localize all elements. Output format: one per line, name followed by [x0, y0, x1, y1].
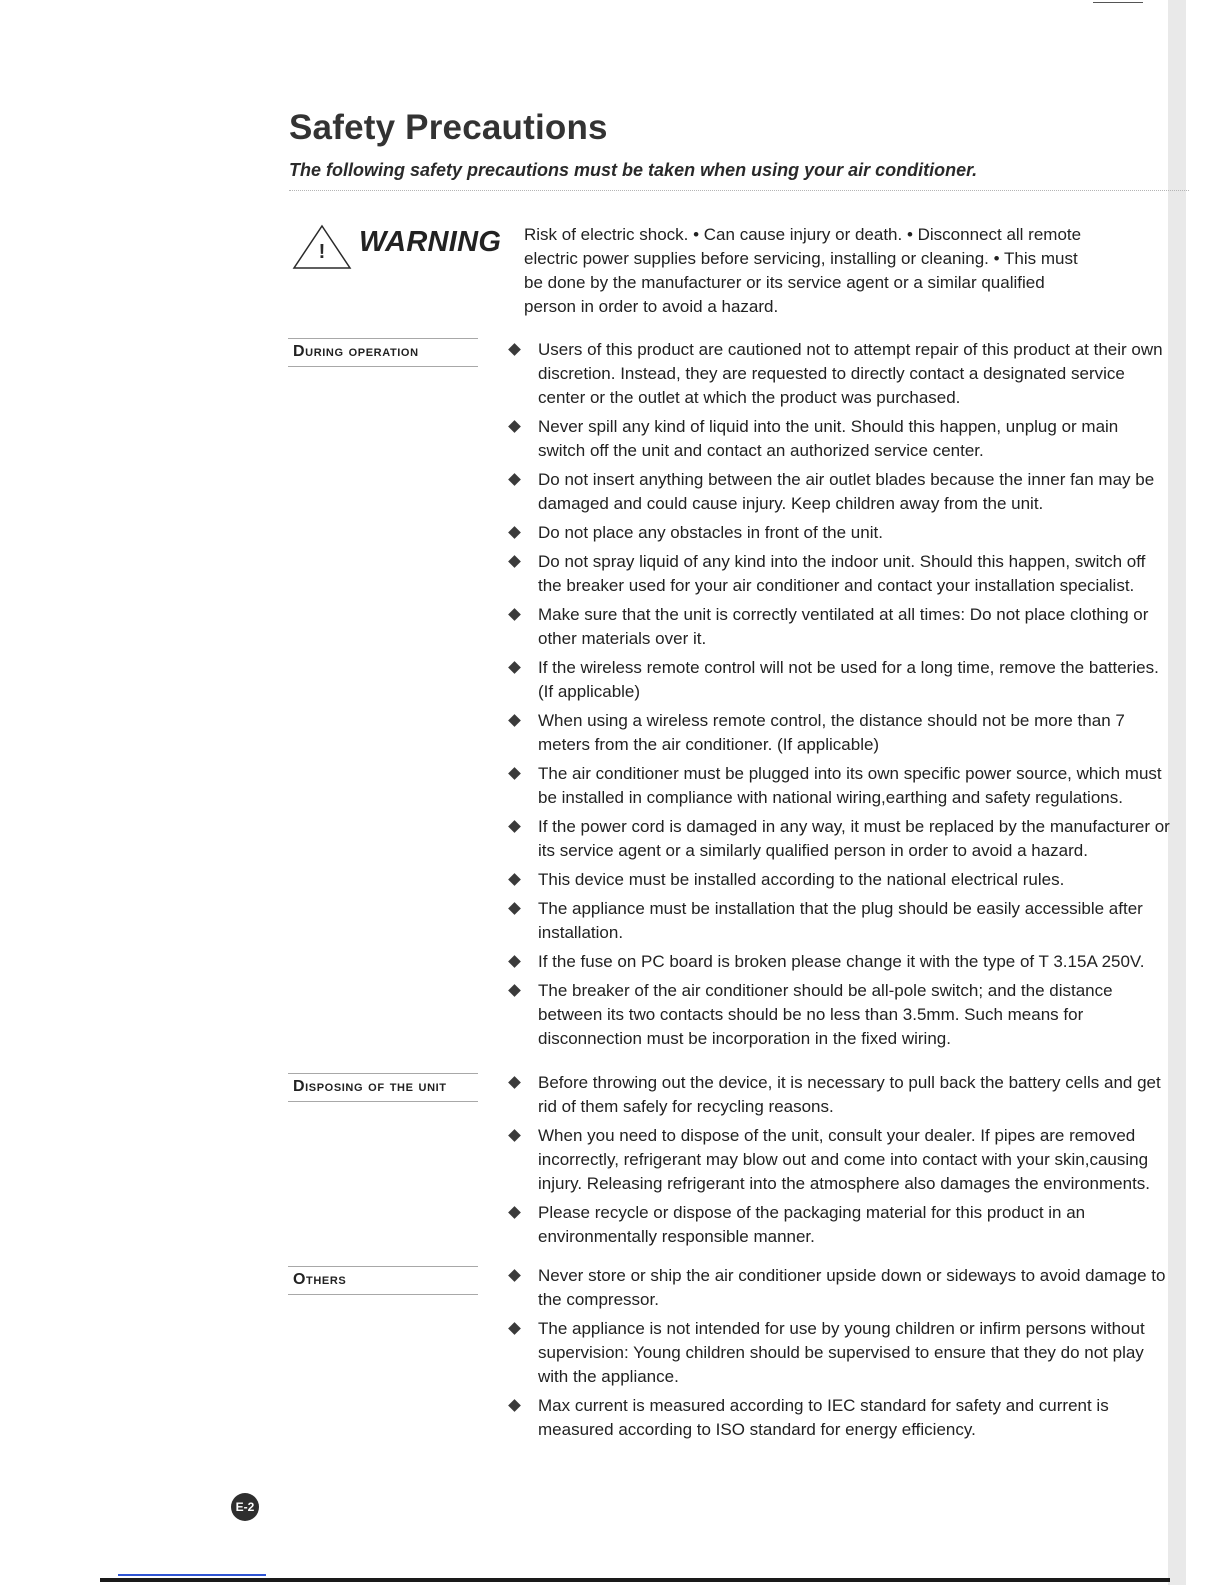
diamond-bullet-icon — [508, 714, 521, 727]
bottom-rule — [100, 1578, 1170, 1582]
bullet-text: Please recycle or dispose of the packaging material for this product in an environmentally responsible manner. — [538, 1203, 1086, 1246]
bullet-item — [508, 1201, 1170, 1249]
bullet-text: Make sure that the unit is correctly ventilated at all times: Do not place clothing or other materials over it. — [538, 605, 1149, 648]
bullet-text: The air conditioner must be plugged into its own specific power source, which must be installed in compliance with national wiring,earthing and safety regulations. — [538, 764, 1162, 807]
bullet-text: If the fuse on PC board is broken please change it with the type of T 3.15A 250V. — [538, 952, 1145, 971]
section-heading-disposing: Disposing of the unit — [288, 1073, 478, 1102]
bullet-item — [508, 656, 1170, 704]
bullet-text: Never spill any kind of liquid into the unit. Should this happen, unplug or main switch off the unit and contact an authorized service center. — [538, 417, 1119, 460]
page-title: Safety Precautions — [289, 108, 608, 147]
diamond-bullet-icon — [508, 1399, 521, 1412]
others-list — [508, 1264, 1170, 1447]
diamond-bullet-icon — [508, 661, 521, 674]
scan-edge-shading — [1168, 0, 1186, 1585]
bullet-text: This device must be installed according to the national electrical rules. — [538, 870, 1065, 889]
bullet-text: When you need to dispose of the unit, consult your dealer. If pipes are removed incorrectly, refrigerant may blow out and come into contact with your skin,causing injury. Releasing refrigerant into the atmosphere also damages the environments. — [538, 1126, 1151, 1193]
bullet-item — [508, 979, 1170, 1051]
bullet-item — [508, 521, 1170, 545]
title-divider — [289, 190, 1189, 191]
bullet-text: Never store or ship the air conditioner upside down or sideways to avoid damage to the compressor. — [538, 1266, 1166, 1309]
bullet-text: Users of this product are cautioned not to attempt repair of this product at their own discretion. Instead, they are requested to directly contact a designated service center or the outlet at which the product was purchased. — [538, 340, 1163, 407]
bullet-item — [508, 415, 1170, 463]
bullet-item — [508, 1071, 1170, 1119]
diamond-bullet-icon — [508, 767, 521, 780]
bullet-text: If the wireless remote control will not be used for a long time, remove the batteries. (If applicable) — [538, 658, 1159, 701]
bullet-item — [508, 815, 1170, 863]
svg-text:!: ! — [318, 241, 326, 263]
diamond-bullet-icon — [508, 984, 521, 997]
section-heading-others: Others — [288, 1266, 478, 1295]
disposing-list — [508, 1071, 1170, 1254]
bullet-text: If the power cord is damaged in any way, it must be replaced by the manufacturer or its service agent or a similarly qualified person in order to avoid a hazard. — [538, 817, 1170, 860]
bullet-item — [508, 550, 1170, 598]
diamond-bullet-icon — [508, 1206, 521, 1219]
bullet-item — [508, 709, 1170, 757]
page-number-badge: E-2 — [231, 1493, 259, 1521]
warning-triangle-icon — [292, 224, 352, 270]
bullet-item — [508, 1317, 1170, 1389]
bullet-item — [508, 1124, 1170, 1196]
diamond-bullet-icon — [508, 1129, 521, 1142]
diamond-bullet-icon — [508, 820, 521, 833]
bullet-item — [508, 1264, 1170, 1312]
during-operation-list — [508, 338, 1170, 1056]
bullet-item — [508, 868, 1170, 892]
diamond-bullet-icon — [508, 873, 521, 886]
diamond-bullet-icon — [508, 343, 521, 356]
bullet-item — [508, 338, 1170, 410]
diamond-bullet-icon — [508, 1076, 521, 1089]
bullet-text: Before throwing out the device, it is necessary to pull back the battery cells and get rid of them safely for recycling reasons. — [538, 1073, 1161, 1116]
bottom-accent-line — [118, 1574, 266, 1576]
diamond-bullet-icon — [508, 526, 521, 539]
bullet-item — [508, 762, 1170, 810]
bullet-text: Do not place any obstacles in front of the unit. — [538, 523, 883, 542]
bullet-item — [508, 603, 1170, 651]
bullet-text: Max current is measured according to IEC standard for safety and current is measured according to ISO standard for energy efficiency. — [538, 1396, 1109, 1439]
bullet-text: The appliance is not intended for use by young children or infirm persons without supervision: Young children should be supervised to ensure that they do not play with the appliance. — [538, 1319, 1145, 1386]
diamond-bullet-icon — [508, 608, 521, 621]
diamond-bullet-icon — [508, 473, 521, 486]
bullet-text: When using a wireless remote control, the distance should not be more than 7 meters from the air conditioner. (If applicable) — [538, 711, 1125, 754]
page-subtitle: The following safety precautions must be taken when using your air conditioner. — [289, 160, 978, 180]
diamond-bullet-icon — [508, 902, 521, 915]
bullet-item — [508, 950, 1170, 974]
bullet-text: The appliance must be installation that the plug should be easily accessible after installation. — [538, 899, 1143, 942]
bullet-item — [508, 1394, 1170, 1442]
diamond-bullet-icon — [508, 955, 521, 968]
bullet-item — [508, 897, 1170, 945]
warning-label: WARNING — [359, 226, 502, 258]
warning-heading — [292, 222, 507, 272]
diamond-bullet-icon — [508, 1269, 521, 1282]
bullet-text: Do not insert anything between the air outlet blades because the inner fan may be damaged and could cause injury. Keep children away from the unit. — [538, 470, 1155, 513]
bullet-item — [508, 468, 1170, 516]
diamond-bullet-icon — [508, 420, 521, 433]
warning-text: Risk of electric shock. • Can cause injury or death. • Disconnect all remote electric power supplies before servicing, installing or cleaning. • This must be done by the manufacturer or its service agent or a similar qualified person in order to avoid a hazard. — [524, 225, 1082, 316]
section-heading-during-operation: During operation — [288, 338, 478, 367]
diamond-bullet-icon — [508, 1322, 521, 1335]
bullet-text: The breaker of the air conditioner should be all-pole switch; and the distance between its two contacts should be no less than 3.5mm. Such means for disconnection must be incorporation in the fixed wiring. — [538, 981, 1113, 1048]
diamond-bullet-icon — [508, 555, 521, 568]
bullet-text: Do not spray liquid of any kind into the indoor unit. Should this happen, switch off the breaker used for your air conditioner and contact your installation specialist. — [538, 552, 1146, 595]
top-margin-mark — [1093, 2, 1143, 3]
